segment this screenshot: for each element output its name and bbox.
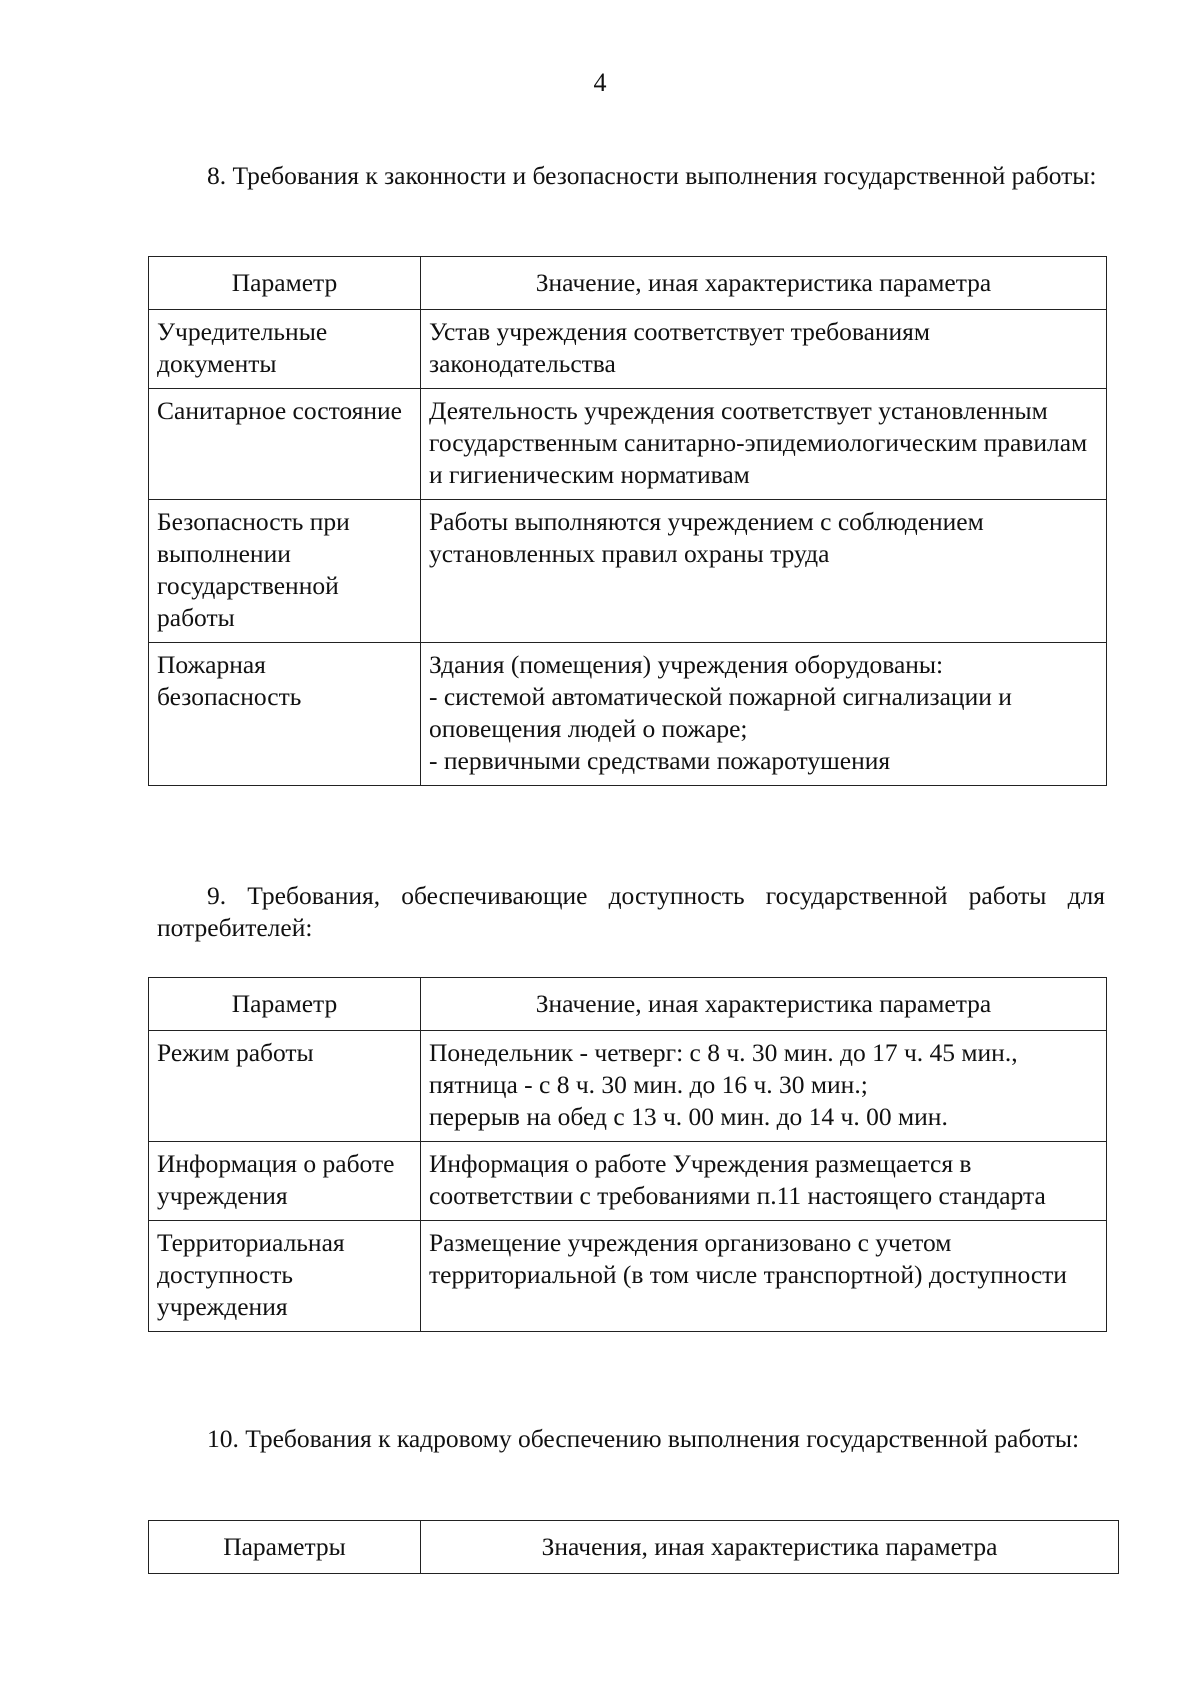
parameter-cell: Учредительные документы <box>149 310 421 389</box>
parameter-cell: Санитарное состояние <box>149 389 421 500</box>
column-header-value: Значение, иная характеристика параметра <box>421 257 1107 310</box>
safety-requirements-table <box>148 256 1107 786</box>
value-cell: Устав учреждения соответствует требованиям законодательства <box>421 310 1107 389</box>
column-header-parameter: Параметр <box>149 978 421 1031</box>
table-header-row <box>149 257 1107 310</box>
page-number: 4 <box>593 68 607 97</box>
table-row <box>149 310 1107 389</box>
value-cell: Работы выполняются учреждением с соблюдением установленных правил охраны труда <box>421 500 1107 643</box>
section-9-heading: 9. Требования, обеспечивающие доступность государственной работы для потребителей: <box>157 881 1105 942</box>
value-cell: Информация о работе Учреждения размещается в соответствии с требованиями п.11 настоящего стандарта <box>421 1142 1107 1221</box>
column-header-value: Значение, иная характеристика параметра <box>421 978 1107 1031</box>
table-row <box>149 500 1107 643</box>
parameter-cell: Информация о работе учреждения <box>149 1142 421 1221</box>
value-cell: Деятельность учреждения соответствует установленным государственным санитарно-эпидемиологическим правилам и гигиеническим нормативам <box>421 389 1107 500</box>
table-row <box>149 1221 1107 1332</box>
table-header-row <box>149 978 1107 1031</box>
section-8-heading: 8. Требования к законности и безопасности выполнения государственной работы: <box>207 161 1097 190</box>
column-header-parameter: Параметры <box>149 1521 421 1574</box>
column-header-parameter: Параметр <box>149 257 421 310</box>
parameter-cell: Пожарная безопасность <box>149 643 421 786</box>
section-10-heading: 10. Требования к кадровому обеспечению выполнения государственной работы: <box>207 1424 1080 1453</box>
table-row <box>149 643 1107 786</box>
value-cell: Здания (помещения) учреждения оборудованы: - системой автоматической пожарной сигнализации и оповещения людей о пожаре; - первичными средствами пожаротушения <box>421 643 1107 786</box>
column-header-value: Значения, иная характеристика параметра <box>421 1521 1119 1574</box>
parameter-cell: Режим работы <box>149 1031 421 1142</box>
parameter-cell: Территориальная доступность учреждения <box>149 1221 421 1332</box>
table-row <box>149 389 1107 500</box>
value-cell: Размещение учреждения организовано с учетом территориальной (в том числе транспортной) доступности <box>421 1221 1107 1332</box>
value-cell: Понедельник - четверг: с 8 ч. 30 мин. до 17 ч. 45 мин., пятница - с 8 ч. 30 мин. до 16 ч. 30 мин.; перерыв на обед с 13 ч. 00 мин. до 14 ч. 00 мин. <box>421 1031 1107 1142</box>
table-row <box>149 1142 1107 1221</box>
staffing-requirements-table <box>148 1520 1119 1574</box>
table-header-row <box>149 1521 1119 1574</box>
table-row <box>149 1031 1107 1142</box>
accessibility-requirements-table <box>148 977 1107 1332</box>
parameter-cell: Безопасность при выполнении государственной работы <box>149 500 421 643</box>
